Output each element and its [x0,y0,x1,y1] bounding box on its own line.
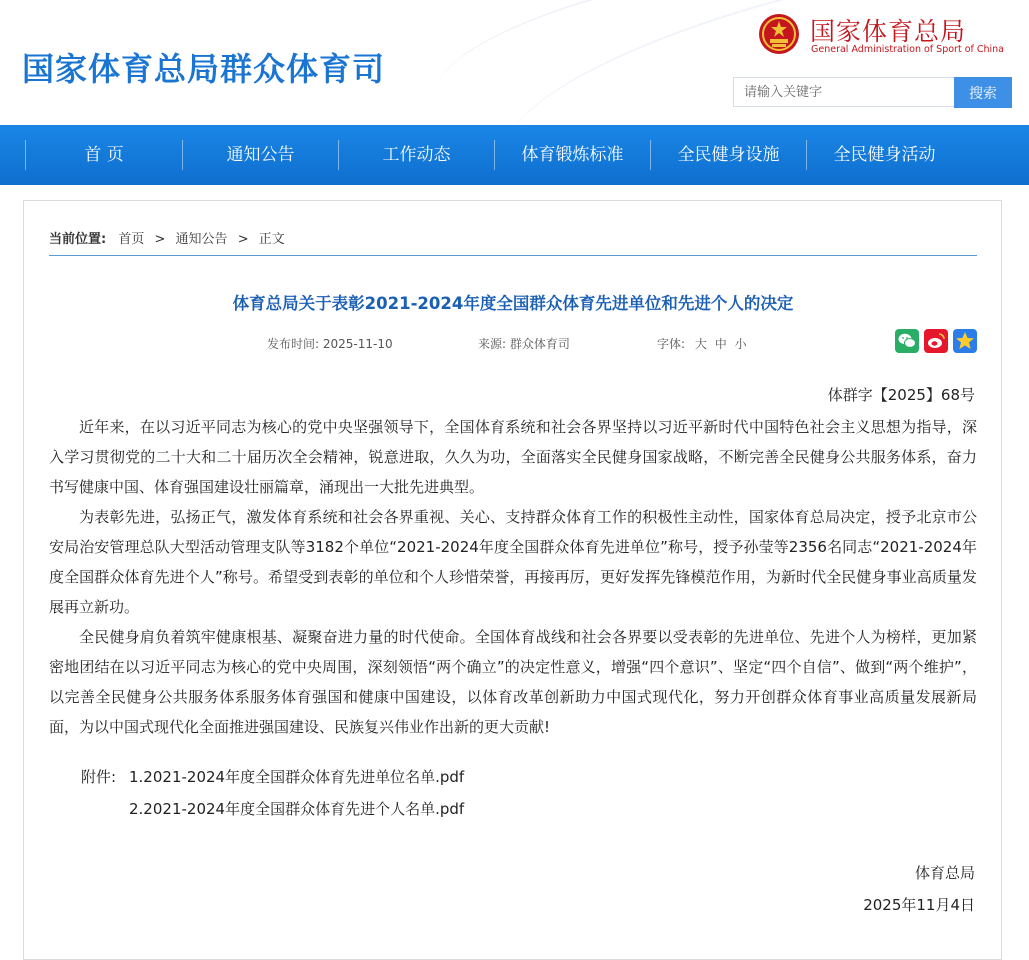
font-size-medium[interactable]: 中 [714,337,727,351]
nav-item-notices[interactable]: 通知公告 [226,145,295,165]
publish-date: 发布时间: 2025-11-10 [267,337,393,351]
font-size-small[interactable]: 小 [734,337,747,351]
breadcrumb-home[interactable]: 首页 [118,232,145,247]
font-size-control [657,335,747,352]
attachments-label: 附件: [81,768,117,786]
paragraph: 全民健身肩负着筑牢健康根基、凝聚奋进力量的时代使命。全国体育战线和社会各界要以受表彰的先进单位、先进个人为榜样，更加紧密地团结在以习近平同志为核心的党中央周围，深刻领悟“两个确立”的决定性意义，增强“四个意识”、坚定“四个自信”、做到“两个维护”，以完善全民健身公共服务体系服务体育强国和健康中国建设，以体育改革创新助力中国式现代化，努力开创群众体育事业高质量发展新局面，为以中国式现代化全面推进强国建设、民族复兴伟业作出新的更大贡献! [49,628,977,736]
weibo-icon[interactable] [924,329,948,353]
site-header [0,0,1029,125]
attachment-link[interactable]: 1.2021-2024年度全国群众体育先进单位名单.pdf [129,768,465,786]
breadcrumb-notices[interactable]: 通知公告 [175,232,228,247]
search-input[interactable] [733,77,954,107]
article-body [49,412,977,742]
font-size-large[interactable]: 大 [694,337,707,351]
breadcrumb [49,228,285,247]
sign-date: 2025年11月4日 [863,896,975,914]
signature: 体育总局 [914,864,975,882]
article-title: 体育总局关于表彰2021-2024年度全国群众体育先进单位和先进个人的决定 [232,294,794,313]
attachment-link[interactable]: 2.2021-2024年度全国群众体育先进个人名单.pdf [129,800,465,818]
wechat-icon[interactable] [895,329,919,353]
national-emblem-icon [758,13,800,55]
org-name-en: General Administration of Sport of China [811,44,1005,55]
font-size-label: 字体: [657,337,686,351]
qzone-icon[interactable] [953,329,977,353]
breadcrumb-separator: > [237,232,249,247]
site-title[interactable]: 国家体育总局群众体育司 [22,50,386,88]
breadcrumb-current: 正文 [258,232,285,247]
main-nav [0,125,1029,185]
breadcrumb-label: 当前位置: [49,232,107,247]
paragraph: 近年来，在以习近平同志为核心的党中央坚强领导下，全国体育系统和社会各界坚持以习近平新时代中国特色社会主义思想为指导，深入学习贯彻党的二十大和二十届历次全会精神，锐意进取，久久为功，全面落实全民健身国家战略，不断完善全民健身公共服务体系，奋力书写健康中国、体育强国建设壮丽篇章，涌现出一大批先进典型。 [49,418,977,496]
nav-item-fitness-activities[interactable]: 全民健身活动 [833,145,936,165]
nav-item-home[interactable]: 首 页 [84,145,124,165]
document-number: 体群字【2025】68号 [827,386,975,404]
nav-item-fitness-standards[interactable]: 体育锻炼标准 [521,145,624,165]
paragraph: 为表彰先进，弘扬正气，激发体育系统和社会各界重视、关心、支持群众体育工作的积极性主动性，国家体育总局决定，授予北京市公安局治安管理总队大型活动管理支队等3182个单位“2021-2024年度全国群众体育先进单位”称号，授予孙莹等2356名同志“2021-2024年度全国群众体育先进个人”称号。希望受到表彰的单位和个人珍惜荣誉，再接再厉，更好发挥先锋模范作用，为新时代全民健身事业高质量发展再立新功。 [49,508,977,616]
breadcrumb-separator: > [154,232,166,247]
org-name-cn[interactable]: 国家体育总局 [810,17,967,46]
search-button[interactable]: 搜索 [954,77,1012,108]
nav-item-work-news[interactable]: 工作动态 [382,145,451,165]
nav-item-fitness-facilities[interactable]: 全民健身设施 [677,145,780,165]
article-source: 来源: 群众体育司 [478,337,570,351]
breadcrumb-divider [49,255,977,256]
